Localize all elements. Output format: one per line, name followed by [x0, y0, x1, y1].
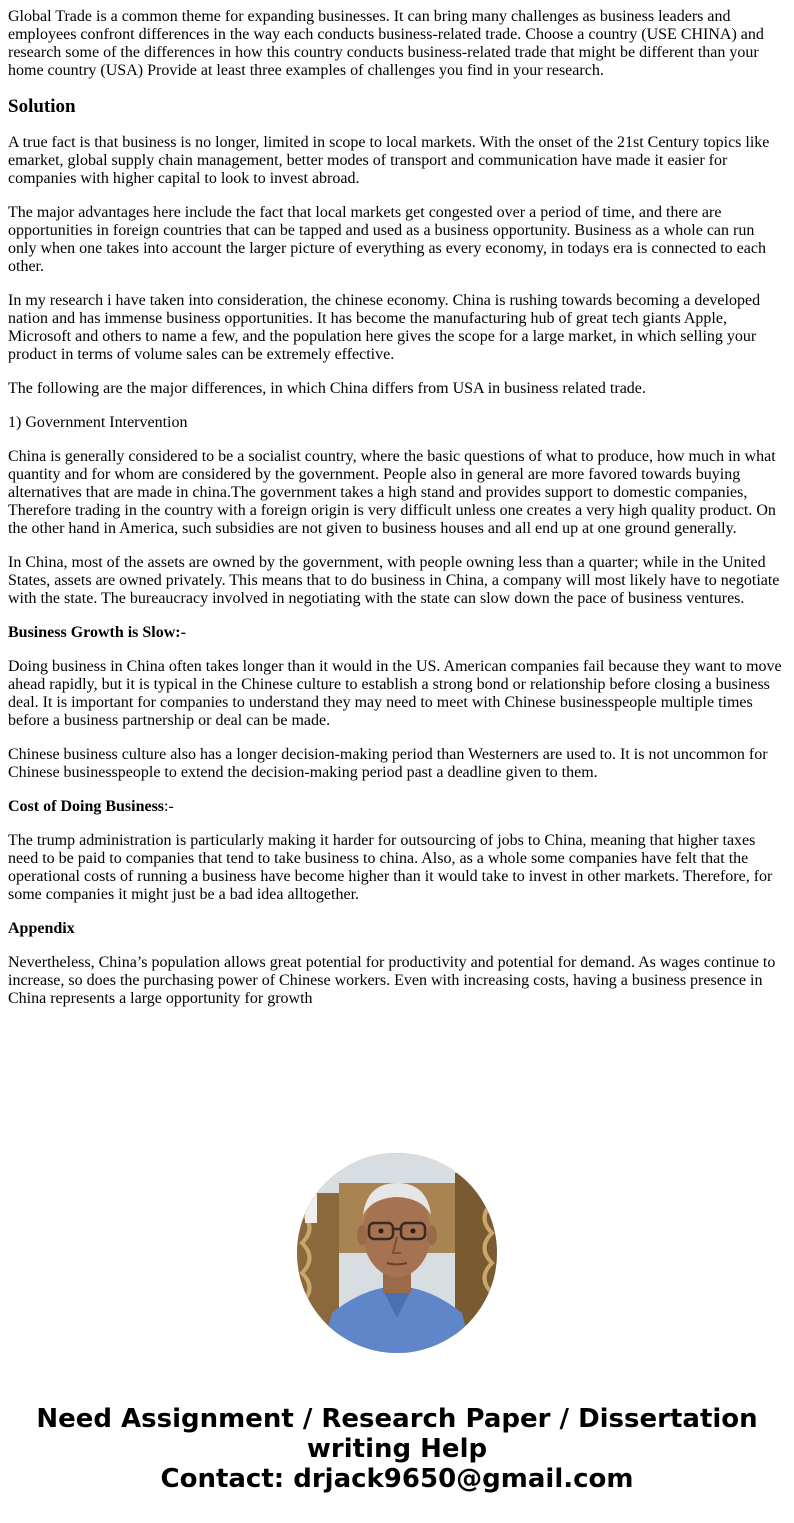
paragraph-growth: Doing business in China often takes longer than it would in the US. American companies fail because they want to move ahead rapidly, but it is typical in the Chinese culture to establish a strong bond or relationship before closing a business deal. It is important for companies to understand they may need to meet with Chinese businesspeople multiple times before a business partnership or deal can be made.: [8, 658, 782, 729]
paragraph-research: In my research i have taken into consideration, the chinese economy. China is rushing towards becoming a developed nation and has immense business opportunities. It has become the manufacturing hub of great tech giants Apple, Microsoft and others to name a few, and the population here gives the scope for a large market, in which selling your product in terms of volume sales can be extremely effective.: [8, 292, 761, 363]
contact-banner: [0, 1404, 794, 1494]
cta-contact-email[interactable]: Contact: drjack9650@gmail.com: [160, 1464, 634, 1494]
paragraph-advantages: The major advantages here include the fact that local markets get congested over a period of time, and there are opportunities in foreign countries that can be tapped and used as a business opportunity. Business as a whole can run only when one takes into account the larger picture of everything as every economy, in todays era is connected to each other.: [8, 204, 766, 275]
heading-appendix: Appendix: [8, 920, 75, 937]
heading-cost-of-business: [8, 798, 784, 816]
cta-line-1: Need Assignment / Research Paper / Dissertation: [36, 1404, 758, 1434]
paragraph-differences: The following are the major differences, in which China differs from USA in business related trade.: [8, 380, 646, 397]
question-text: Global Trade is a common theme for expanding businesses. It can bring many challenges as business leaders and employees confront differences in the way each conducts business-related trade. Choose a country (USE CHINA) and research some of the differences in how this country conducts business-related trade that might be different than your home country (USA) Provide at least three examples of challenges you find in your research.: [8, 8, 764, 79]
heading-cost-bold: Cost of Doing Business: [8, 798, 165, 815]
heading-business-growth: Business Growth is Slow:-: [8, 624, 186, 641]
avatar-portrait: [297, 1153, 497, 1353]
paragraph-decision-making: Chinese business culture also has a longer decision-making period than Westerners are used to. It is not uncommon for Chinese businesspeople to extend the decision-making period past a deadline given to them.: [8, 746, 768, 781]
paragraph-cost: The trump administration is particularly making it harder for outsourcing of jobs to China, meaning that higher taxes need to be paid to companies that tend to take business to china. Also, as a whole some companies have felt that the operational costs of running a business have become higher than it would take to invest in other markets. Therefore, for some companies it might just be a bad idea alltogether.: [8, 832, 773, 903]
author-avatar: [297, 1153, 497, 1353]
paragraph-assets: In China, most of the assets are owned by the government, with people owning less than a quarter; while in the United States, assets are owned privately. This means that to do business in China, a company will most likely have to negotiate with the state. The bureaucracy involved in negotiating with the state can slow down the pace of business ventures.: [8, 554, 780, 607]
paragraph-intro: A true fact is that business is no longer, limited in scope to local markets. With the onset of the 21st Century topics like emarket, global supply chain management, better modes of transport and communication have made it easier for companies with higher capital to look to invest abroad.: [8, 134, 770, 187]
point-government-intervention: 1) Government Intervention: [8, 414, 188, 431]
solution-heading: Solution: [8, 96, 76, 117]
paragraph-appendix: Nevertheless, China’s population allows great potential for productivity and potential for demand. As wages continue to increase, so does the purchasing power of Chinese workers. Even with increasing costs, having a business presence in China represents a large opportunity for growth: [8, 954, 776, 1007]
cta-line-2: writing Help: [306, 1434, 488, 1464]
paragraph-socialist: China is generally considered to be a socialist country, where the basic questions of what to produce, how much in what quantity and for whom are considered by the government. People also in general are more favored towards buying alternatives that are made in china.The government takes a high stand and provides support to domestic companies, Therefore trading in the country with a foreign origin is very difficult unless one creates a very high quality product. On the other hand in America, such subsidies are not given to business houses and all end up at one ground generally.: [8, 448, 776, 537]
document-body: [8, 8, 784, 1024]
heading-cost-suffix: :-: [164, 798, 174, 815]
